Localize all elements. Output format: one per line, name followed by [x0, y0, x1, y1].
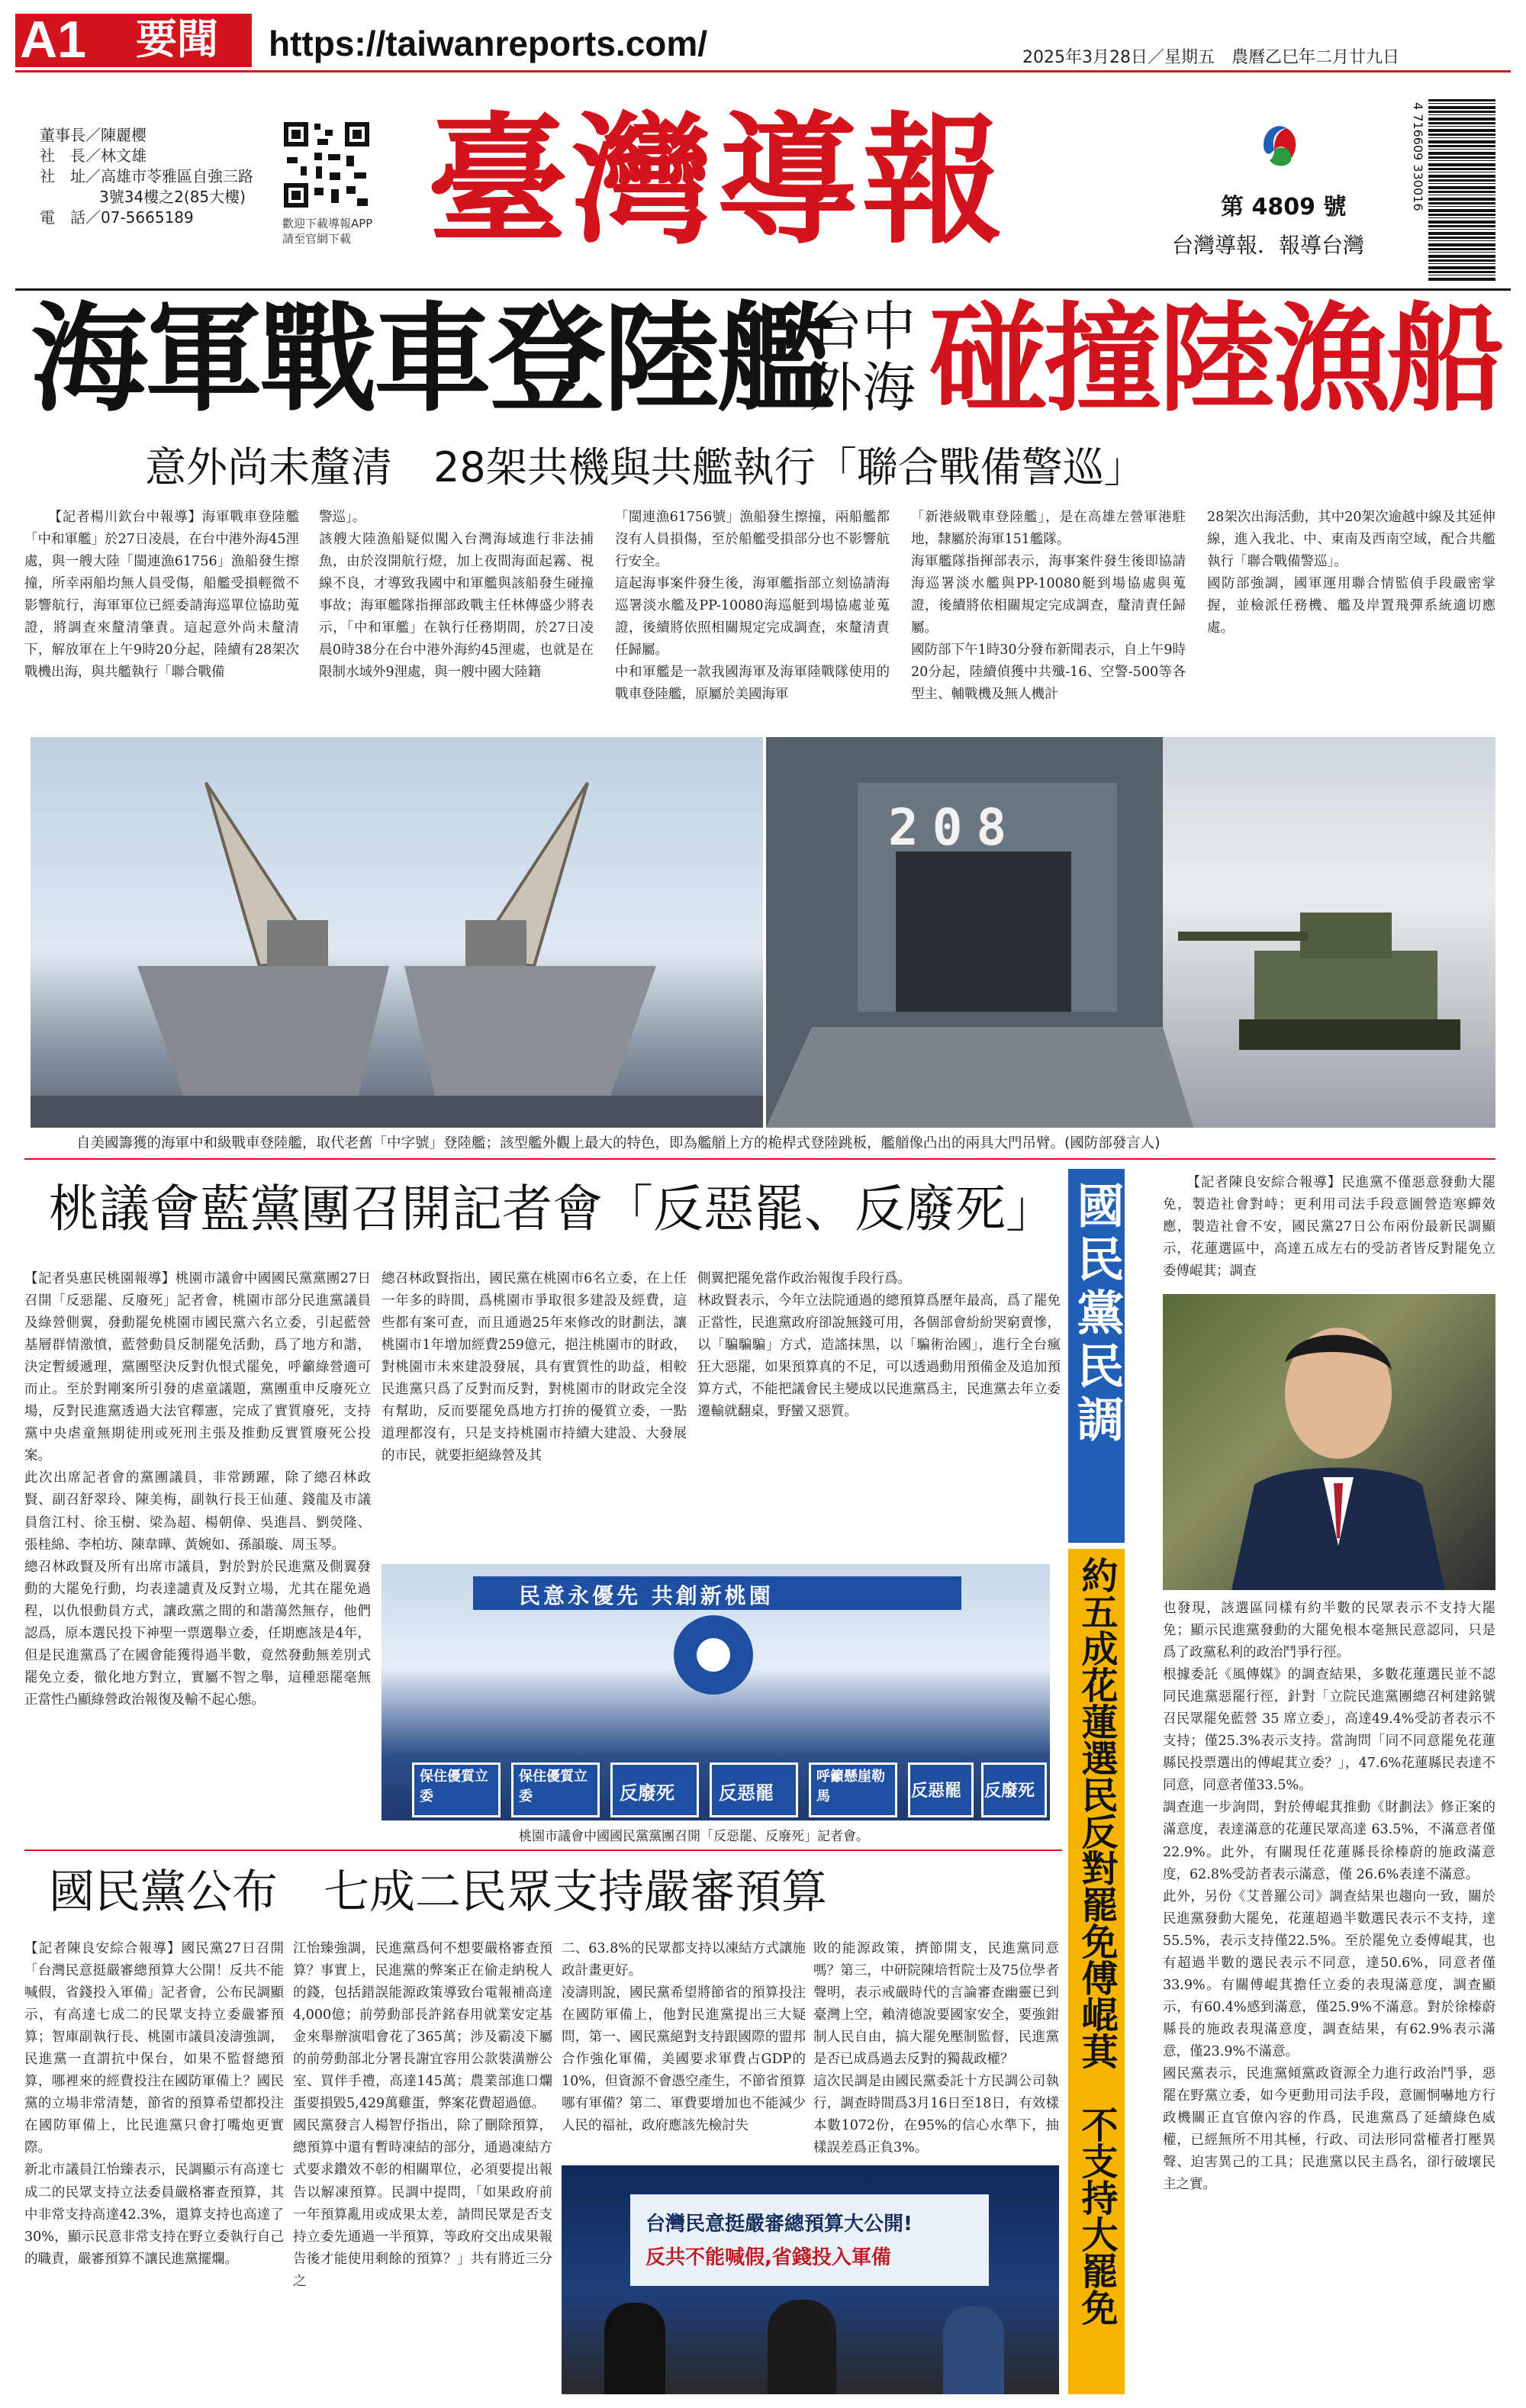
paper-logo	[1251, 114, 1312, 175]
speaker-figure	[943, 2306, 1004, 2394]
qr-caption-2: 請至官網下載	[282, 232, 352, 246]
budget-screen-text-1: 台灣民意挺嚴審總預算大公開!	[645, 2213, 913, 2236]
landing-ship-illustration	[766, 737, 1495, 1128]
press-sign-text: 反廢死	[620, 1782, 674, 1804]
taoyuan-col-1: 【記者吳惠民桃園報導】桃園市議會中國國民黨黨團27日召開「反惡罷、反廢死」記者會，桃園市部分民進黨議員及綠營側翼，發動罷免桃園市國民黨六名立委，引起藍營基層群情激憤，藍營動員反制罷免活動，爲了地方和諧，決定暫緩遞理，黨團堅決反對仇恨式罷免，呼籲綠營適可而止。至於對剛案所引發的虐童議題，黨團重申反廢死立場，反對民進黨透過大法官釋憲，完成了實質廢死，支持黨中央虐童無期徒刑或死刑主張及推動反實質廢死公投案。 此次出席記者會的黨團議員，非常踴躍，除了總召林政賢、副召舒翠玲、陳美梅，副執行長王仙蓮、錢龍及市議員詹江村、徐玉樹、梁為超、楊朝偉、吳進昌、劉熒隆、張桂綿、李柏坊、陳韋曄、黃婉如、孫韻璇、周玉琴。 總召林政賢及所有出席市議員，對於對於民進黨及側翼發動的大罷免行動，均表達譴責及反對立場，尤其在罷免過程，以仇恨動員方式，讓政黨之間的和諧蕩然無存，他們認爲，原本選民投下神聖一票選舉立委，任期應該是4年，但是民進黨爲了在國會能獲得過半數，竟然發動無差別式罷免立委，徹化地方對立，實屬不智之舉，這種惡罷毫無正當性凸顯綠營政治報復及輸不起心態。	[24, 1271, 371, 1708]
taoyuan-press-photo	[382, 1564, 1050, 1820]
press-sign-text: 反惡罷	[911, 1782, 962, 1801]
press-sign-text: 反惡罷	[719, 1782, 774, 1804]
budget-col-4: 敗的能源政策，擠節開支，民進黨同意嗎？第三，中研院陳培哲院士及75位學者聲明，表示戒嚴時代的言論審查幽靈已到臺灣上空，賴清德說要國家安全，要強鉗制人民自由，搞大罷免壓制監督，民進黨是否已成爲過去反對的獨裁政權？ 這次民調是由國民黨委託十方民調公司執行，調查時間爲3月16日至18日，有效樣本數1072份，在95%的信心水準下，抽樣誤差爲正負3%。	[813, 1941, 1059, 2156]
section-rule	[24, 1849, 1062, 1851]
qr-code[interactable]	[281, 119, 372, 211]
paper-name: 臺灣導報	[427, 98, 1008, 263]
lead-col-4: 「新港級戰車登陸艦」，是在高雄左營軍港駐地，隸屬於海軍151艦隊。 海軍艦隊指揮部表示，海事案件發生後即協請海巡署淡水艦與PP-10080艇到場協處與蒐證，後續將依相關規定完成調查，釐清責任歸屬。 國防部下午1時30分發布新聞表示，自上午9時20分起，陸續偵獲中共殲-16、空警-500等各型主、輔戰機及無人機計	[911, 510, 1186, 703]
speaker-figure	[604, 2303, 665, 2394]
speaker-figure	[768, 2300, 836, 2394]
poll-col-top: 【記者陳良安綜合報導】民進黨不僅惡意發動大罷免，製造社會對峙；更利用司法手段意圖營造寒蟬效應，製造社會不安，國民黨27日公布兩份最新民調顯示，花蓮選區中，高達五成左右的受訪者皆反對罷免立委傅崐萁；調查	[1163, 1175, 1495, 1280]
staff-line: 社 長／林文雄	[40, 146, 146, 165]
party-emblem-icon	[671, 1613, 755, 1697]
page-code: A1	[20, 11, 86, 69]
budget-col-1: 【記者陳良安綜合報導】國民黨27日召開「台灣民意挺嚴審總預算大公開！反共不能喊假，省錢投入軍備」記者會，公布民調顯示，有高達七成二的民眾支持立委嚴審預算；智庫副執行長、桃園市議員凌濤強調，民進黨一直謂抗中保台，如果不監督總預算，哪裡來的經費投注在國防軍備上？國民黨的立場非常清楚，節省的預算希望都投注在國防軍備上，比民進黨只會打嘴炮更實際。 新北市議員江怡臻表示，民調顯示有高達七成二的民眾支持立法委員嚴格審查預算，其中非常支持高達42.3%，還算支持也高達了30%，顯示民意非常支持在野立委執行自己的職責，嚴審預算不讓民進黨擺爛。	[24, 1941, 284, 2267]
section-label: 要聞	[136, 15, 218, 63]
taoyuan-col-2: 總召林政賢指出，國民黨在桃園市6名立委，在上任一年多的時間，爲桃園市爭取很多建設及經費，這些都有案可查，而且通過25年來修改的財劃法，讓桃園市1年增加經費259億元，挹注桃園市的財政，對桃園市未來建設發展，具有實質性的助益，相較民進黨只爲了反對而反對，對桃園市的財政完全沒有幫助，反而要罷免爲地方打拚的優質立委，一點道理都沒有，只是支持桃園市持續大建設、大發展的市民，就要拒絕綠營及其	[382, 1271, 687, 1464]
masthead-rule	[15, 288, 1511, 291]
poll-legislator-photo	[1163, 1294, 1495, 1590]
staff-list	[40, 125, 253, 228]
budget-col-3: 二、63.8%的民眾都支持以凍結方式讓施政計畫更好。 凌濤則說，國民黨希望將節省的預算投注在國防軍備上，他對民進黨提出三大疑問，第一、國民黨絕對支持跟國際的盟邦合作強化軍備，美國要求軍費占GDP的10%，但資源不會憑空產生，不節省預算哪有軍備？第二、軍費要增加也不能減少人民的福祉，政府應該先檢討失	[562, 1941, 806, 2134]
press-sign-text: 反廢死	[984, 1782, 1035, 1801]
qr-caption-1: 歡迎下載導報APP	[282, 217, 373, 230]
budget-screen-text-2: 反共不能喊假,省錢投入軍備	[645, 2246, 891, 2269]
staff-line: 電 話／07-5665189	[40, 208, 194, 227]
ship-bow-photo	[31, 737, 763, 1128]
lead-subhead: 意外尚未釐清 28架共機與共艦執行「聯合戰備警巡」	[145, 443, 1145, 491]
legislator-illustration	[1163, 1294, 1495, 1590]
lead-headline-right: 碰撞陸漁船	[929, 291, 1502, 428]
staff-line: 董事長／陳麗櫻	[40, 126, 146, 144]
landing-ship-photo	[766, 737, 1495, 1128]
qr-pattern	[281, 119, 372, 211]
taoyuan-headline: 桃議會藍黨團召開記者會「反惡罷、反廢死」	[49, 1180, 1056, 1238]
budget-headline: 國民黨公布 七成二民眾支持嚴審預算	[49, 1866, 827, 1919]
barcode-number: 4 716609 330016	[1411, 102, 1425, 211]
lead-col-5: 28架次出海活動，其中20架次逾越中線及其延伸線，進入我北、中、東南及西南空域，配合共艦執行「聯合戰備警巡」。 國防部強調，國軍運用聯合情監偵手段嚴密掌握，並檢派任務機、艦及岸置飛彈系統適切應處。	[1207, 510, 1495, 636]
ship-number: 208	[888, 798, 1021, 857]
logo-icon	[1251, 114, 1312, 175]
issue-number: 第 4809 號	[1221, 194, 1347, 221]
lead-col-3: 「閩連漁61756號」漁船發生擦撞，兩船艦都沒有人員損傷，至於船艦受損部分也不影響航行安全。 這起海事案件發生後，海軍艦指部立刻協請海巡署淡水艦及PP-10080海巡艇到場協處並蒐證，後續將依照相關規定完成調查，來釐清責任歸屬。 中和軍艦是一款我國海軍及海軍陸戰隊使用的戰車登陸艦，原屬於美國海軍	[615, 510, 890, 703]
lead-headline-place-2: 外海	[809, 356, 916, 419]
staff-line: 3號34樓之2(85大樓)	[99, 188, 246, 206]
ship-bow-illustration	[31, 737, 763, 1128]
top-bar	[0, 0, 1526, 73]
lead-headline-left: 海軍戰車登陸艦	[31, 291, 832, 428]
press-sign-text: 保住優質立委	[519, 1769, 588, 1804]
press-sign-text: 呼籲懸崖勒馬	[816, 1769, 885, 1804]
lead-photo-caption: 自美國籌獲的海軍中和級戰車登陸艦，取代老舊「中字號」登陸艦；該型艦外觀上最大的特色，即為艦艏上方的桅桿式登陸跳板，艦艏像凸出的兩具大門吊臂。(國防部發言人)	[76, 1135, 1161, 1151]
top-rule	[15, 70, 1511, 72]
budget-col-2: 江怡臻強調，民進黨爲何不想要嚴格審查預算？事實上，民進黨的弊案正在偷走納稅人的錢，包括錯誤能源政策導致台電報補高達4,000億；前勞動部長許銘春用就業安定基金來舉辦演唱會花了365萬；涉及霸凌下屬的前勞動部北分署長謝宜容用公款裝潢辦公室、買伴手禮，高達145萬；農業部進口爛蛋要損毀5,429萬雞蛋，弊案花費超過億。 國民黨發言人楊智伃指出，除了刪除預算，總預算中還有暫時凍結的部分，通過凍結方式要求鑽效不彰的相關單位，必須要提出報告以解凍預算。民調中提問，「如果政府前一年預算亂用或成果太差，請問民眾是否支持立委先通過一半預算，等政府交出成果報告後才能使用剩餘的預算？」共有將近三分之	[293, 1941, 552, 2289]
press-sign-text: 保住優質立委	[420, 1769, 488, 1804]
slogan: 台灣導報．報導台灣	[1172, 233, 1365, 258]
poll-title: 國民黨民調	[1069, 1181, 1125, 1448]
section-rule	[24, 1158, 1495, 1160]
issue-date: 2025年3月28日／星期五 農曆乙巳年二月廿九日	[1022, 48, 1399, 67]
taoyuan-col-3: 側翼把罷免當作政治報復手段行爲。 林政賢表示，今年立法院通過的總預算爲歷年最高，爲了罷免正當性，民進黨政府卻說無錢可用，各個部會紛紛哭窮賣慘，以「騙騙騙」方式，造謠抹黑，以「騙術治國」，進行全台瘋狂大惡罷，如果預算真的不足，可以透過動用預備金及追加預算方式，不能把議會民主變成以民進黨爲主，民進黨去年立委遷輸就翻桌，野蠻又惡質。	[697, 1271, 1061, 1420]
budget-press-photo	[562, 2165, 1059, 2394]
barcode	[1428, 99, 1495, 281]
poll-col-bottom: 也發現，該選區同樣有約半數的民眾表示不支持大罷免；顯示民進黨發動的大罷免根本毫無民意認同，只是爲了政黨私利的政治鬥爭行徑。 根據委託《風傳媒》的調查結果，多數花蓮選民並不認同民進黨惡罷行徑，針對「立院民進黨團總召柯建銘號召民眾罷免藍營 35 席立委」，高達49.4%受訪者表示不支持；僅25.3%表示支持。當詢問「同不同意罷免花蓮縣民投票選出的傅崐萁立委？」，47.6%花蓮縣民表達不同意，同意者僅33.5%。 調查進一步詢問，對於傅崐萁推動《財劃法》修正案的滿意度，表達滿意的花蓮民眾高達 63.5%，不滿意者僅22.9%。此外，有關現任花蓮縣長徐榛蔚的施政滿意度，62.8%受訪者表示滿意，僅 26.6%表達不滿意。 此外，另份《艾普羅公司》調查結果也趨向一致，關於民進黨發動大罷免，花蓮超過半數選民表示不支持，達55.5%，表示支持僅22.5%。至於罷免立委傅崐萁，也有超過半數的選民表示不同意，達50.6%，同意者僅33.9%。有關傅崐萁擔任立委的表現滿意度，調查顯示，有60.4%感到滿意，僅25.9%不滿意。對於徐榛蔚縣長的施政表現滿意度，調查結果，有62.9%表示滿意，僅23.9%不滿意。 國民黨表示，民進黨傾黨政資源全力進行政治鬥爭，惡罷在野黨立委，如今更動用司法手段，意圖恫嚇地方行政機關正直官僚內容的作爲，民進黨爲了延續綠色威權，已經無所不用其極，行政、司法形同當權者打壓異聲、迫害異己的工具；民進黨以民主爲名，卻行破壞民主之實。	[1163, 1601, 1495, 2193]
staff-line: 社 址／高雄市苓雅區自強三路	[40, 167, 253, 185]
masthead	[0, 76, 1526, 290]
taoyuan-photo-caption: 桃園市議會中國國民黨黨團召開「反惡罷、反廢死」記者會。	[519, 1829, 869, 1844]
lead-col-2: 警巡」。 該艘大陸漁船疑似闖入台灣海域進行非法捕魚，由於沒開航行燈，加上夜間海面起霧、視線不良，才導致我國中和軍艦與該船發生碰撞事故；海軍艦隊指揮部政戰主任林傳盛少將表示，「中和軍艦」在執行任務期間，於27日凌晨0時38分在台中港外海約45浬處，也就是在限制水域外9浬處，與一艘中國大陸籍	[319, 510, 594, 681]
poll-subtitle: 約五成花蓮選民反對罷免傅崐萁 不支持大罷免	[1075, 1557, 1118, 2326]
lead-headline-place-1: 台中	[809, 295, 916, 358]
press-banner-text: 民意永優先 共創新桃園	[519, 1583, 774, 1608]
lead-col-1: 【記者楊川欽台中報導】海軍戰車登陸艦「中和軍艦」於27日凌晨，在台中港外海45浬處，與一艘大陸「閩連漁61756」漁船發生擦撞，所幸兩船均無人員受傷，船艦受損輕微不影響航行，海軍軍位已經委請海巡單位協助蒐證，將調查來釐清肇責。這起意外尚未釐清下，解放軍在上午9時20分起，陸續有28架次戰機出海，與共艦執行「聯合戰備	[24, 510, 299, 681]
site-url[interactable]: https://taiwanreports.com/	[269, 24, 708, 63]
